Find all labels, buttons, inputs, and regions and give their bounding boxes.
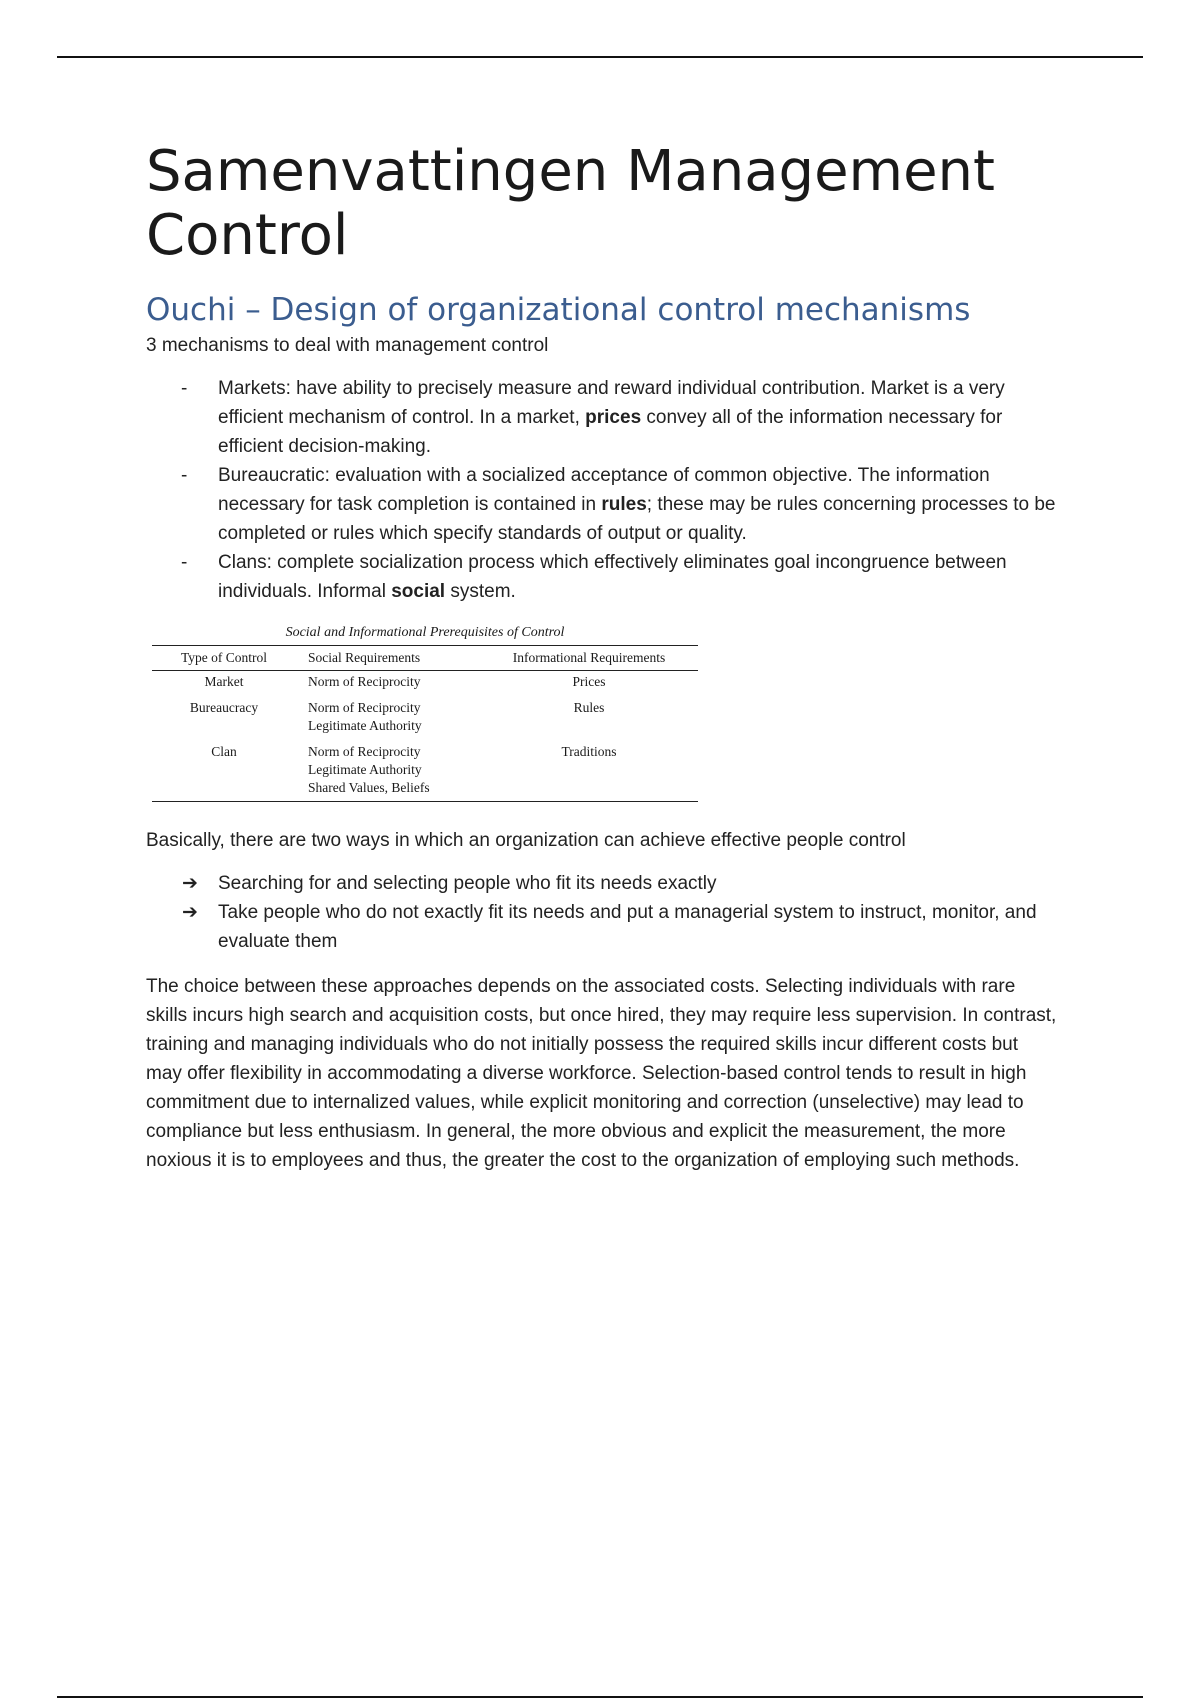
list-item: ➔ Searching for and selecting people who fit its needs exactly xyxy=(218,869,1058,898)
section-heading: Ouchi – Design of organizational control mechanisms xyxy=(146,292,971,328)
ways-list xyxy=(146,869,1058,956)
column-header: Informational Requirements xyxy=(480,646,698,671)
control-prerequisites-figure xyxy=(152,624,698,802)
dash-bullet: - xyxy=(181,378,188,399)
list-item-clans: - Clans: complete socialization process which effectively eliminates goal incongruence between individuals. Informal social system. xyxy=(218,548,1058,606)
arrow-right-icon: ➔ xyxy=(182,902,198,923)
bold-term: prices xyxy=(585,407,642,428)
arrow-right-icon: ➔ xyxy=(182,873,198,894)
list-item-bureaucratic: - Bureaucratic: evaluation with a socialized acceptance of common objective. The information necessary for task completion is contained in rules; these may be rules concerning processes to be completed or rules which specify standards of output or quality. xyxy=(218,461,1058,548)
list-item: ➔ Take people who do not exactly fit its needs and put a managerial system to instruct, monitor, and evaluate them xyxy=(218,898,1058,956)
dash-bullet: - xyxy=(181,552,188,573)
top-rule xyxy=(57,56,1143,58)
table-cell: Norm of Reciprocity Legitimate Authority xyxy=(308,700,422,733)
table-row xyxy=(152,671,698,698)
table-cell: Prices xyxy=(572,674,606,689)
table-row xyxy=(152,697,698,741)
table-cell: Norm of Reciprocity xyxy=(308,674,421,689)
table-cell: Bureaucracy xyxy=(189,700,259,715)
page-title: Samenvattingen Management Control xyxy=(146,139,995,268)
table-row xyxy=(152,741,698,802)
intro-text: 3 mechanisms to deal with management control xyxy=(146,335,549,356)
column-header: Type of Control xyxy=(152,646,296,671)
bold-term: social xyxy=(391,581,446,602)
conclusion-paragraph: The choice between these approaches depends on the associated costs. Selecting individuals with rare skills incurs high search and acquisition costs, but once hired, they may require less supervision. In contrast, training and managing individuals who do not initially possess the required skills incur different costs but may offer flexibility in accommodating a diverse workforce. Selection-based control tends to result in high commitment due to internalized values, while explicit monitoring and correction (unselective) may lead to compliance but less enthusiasm. In general, the more obvious and explicit the measurement, the more noxious it is to employees and thus, the greater the cost to the organization of employing such methods. xyxy=(146,976,1057,1171)
table-cell: Clan xyxy=(152,741,296,802)
figure-caption: Social and Informational Prerequisites of Control xyxy=(285,625,565,640)
bold-term: rules xyxy=(601,494,647,515)
table-cell: Traditions xyxy=(480,741,698,802)
prerequisites-table xyxy=(152,646,698,802)
column-header: Social Requirements xyxy=(296,646,480,671)
table-cell: Market xyxy=(204,674,244,689)
dash-bullet: - xyxy=(181,465,188,486)
mechanism-list xyxy=(146,374,1058,606)
list-item-markets: - Markets: have ability to precisely measure and reward individual contribution. Market is a very efficient mechanism of control. In a market, prices convey all of the information necessary for efficient decision-making. xyxy=(218,374,1058,461)
table-cell: Rules xyxy=(573,700,605,715)
table-cell: Norm of Reciprocity Legitimate Authority Shared Values, Beliefs xyxy=(296,741,480,802)
people-control-intro: Basically, there are two ways in which an organization can achieve effective people control xyxy=(146,830,906,851)
document-content xyxy=(146,140,1058,1175)
bottom-rule xyxy=(57,1696,1143,1698)
table-header-row xyxy=(152,646,698,671)
